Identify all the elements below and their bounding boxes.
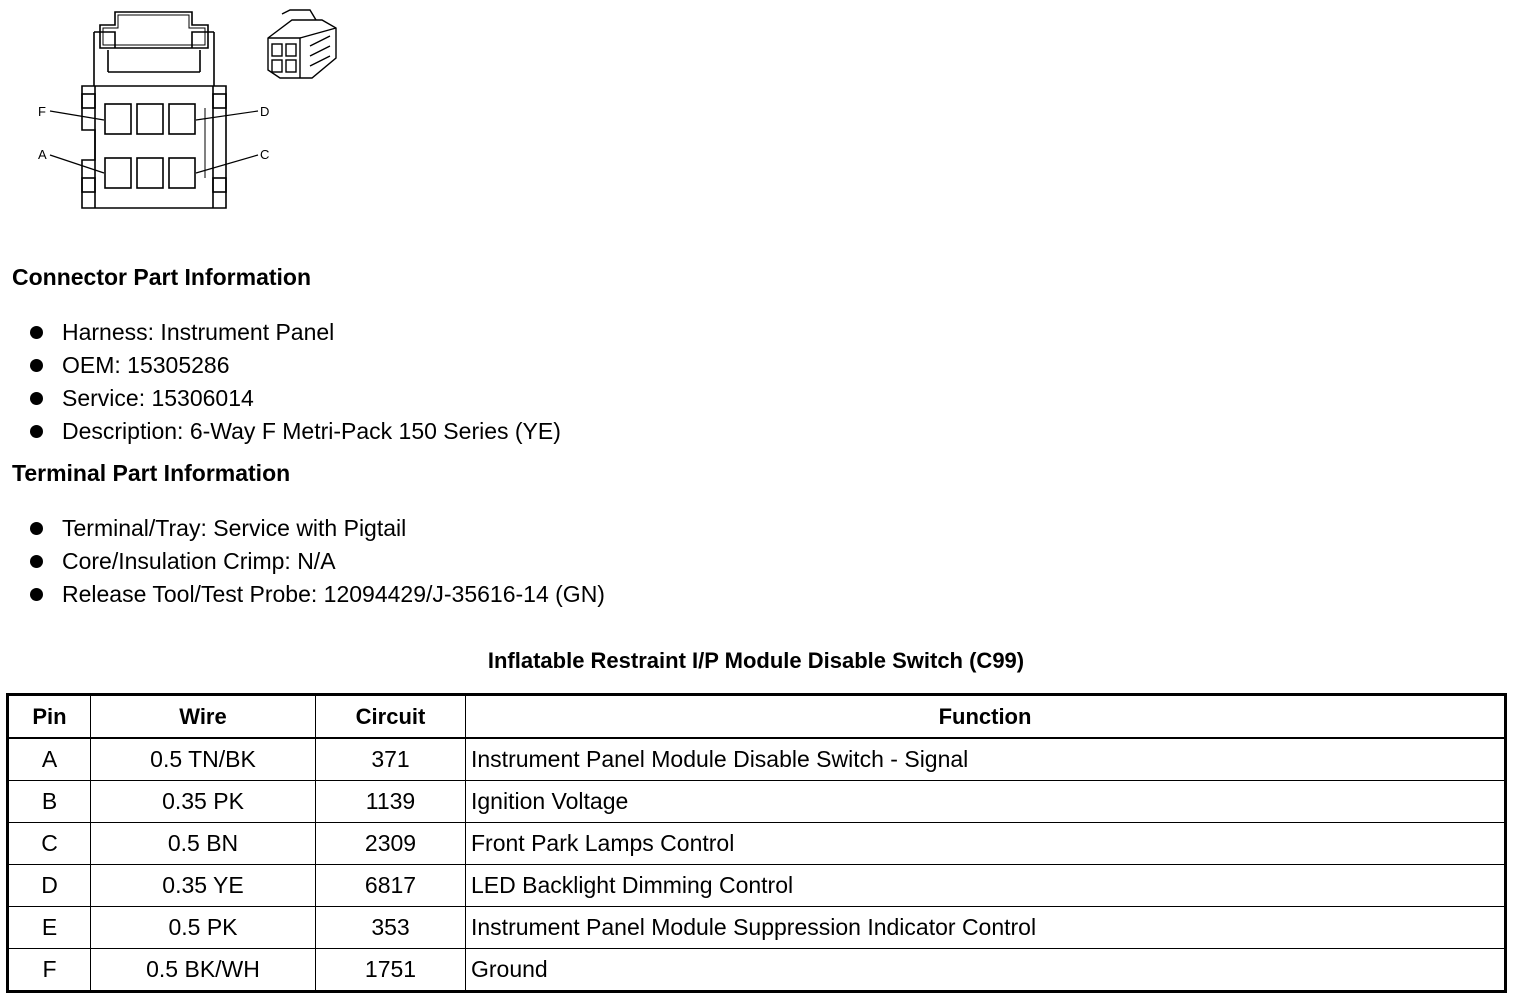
pin-label-c: C [260,147,270,162]
wire-cell: 0.5 TN/BK [91,738,316,781]
bullet-icon [30,392,43,405]
circuit-cell: 353 [316,907,466,949]
connector-info-list [28,316,561,448]
function-cell: Ground [466,949,1506,992]
pin-cell: B [8,781,91,823]
column-header-function: Function [466,695,1506,739]
crimp-text: Core/Insulation Crimp: N/A [62,548,336,574]
circuit-cell: 1751 [316,949,466,992]
oem-text: OEM: 15305286 [62,352,230,378]
pin-cell: E [8,907,91,949]
list-item [28,415,561,448]
release-tool-text: Release Tool/Test Probe: 12094429/J-35616-14 (GN) [62,581,605,607]
terminal-info-heading: Terminal Part Information [12,460,291,486]
list-item [28,382,561,415]
pin-cell: F [8,949,91,992]
harness-text: Harness: Instrument Panel [62,319,335,345]
table-row [8,907,1506,949]
table-header-row [8,695,1506,739]
pin-cell: C [8,823,91,865]
column-header-circuit: Circuit [316,695,466,739]
bullet-icon [30,359,43,372]
function-cell: LED Backlight Dimming Control [466,865,1506,907]
bullet-icon [30,555,43,568]
circuit-cell: 6817 [316,865,466,907]
list-item [28,512,605,545]
function-cell: Instrument Panel Module Suppression Indicator Control [466,907,1506,949]
function-cell: Ignition Voltage [466,781,1506,823]
connector-info-heading: Connector Part Information [12,264,312,290]
function-cell: Front Park Lamps Control [466,823,1506,865]
bullet-icon [30,425,43,438]
pin-label-d: D [260,104,270,119]
wire-cell: 0.5 PK [91,907,316,949]
wire-cell: 0.35 PK [91,781,316,823]
pin-cell: D [8,865,91,907]
pin-cell: A [8,738,91,781]
service-text: Service: 15306014 [62,385,254,411]
wire-cell: 0.5 BK/WH [91,949,316,992]
bullet-icon [30,588,43,601]
terminal-tray-text: Terminal/Tray: Service with Pigtail [62,515,407,541]
bullet-icon [30,326,43,339]
function-cell: Instrument Panel Module Disable Switch - Signal [466,738,1506,781]
list-item [28,545,605,578]
list-item [28,349,561,382]
description-text: Description: 6-Way F Metri-Pack 150 Series (YE) [62,418,561,444]
connector-isometric-icon [268,10,336,78]
circuit-cell: 371 [316,738,466,781]
bullet-icon [30,522,43,535]
pin-label-a: A [38,147,47,162]
wire-cell: 0.5 BN [91,823,316,865]
column-header-pin: Pin [8,695,91,739]
table-row [8,823,1506,865]
table-title: Inflatable Restraint I/P Module Disable Switch (C99) [487,648,1025,673]
pinout-table [6,693,1507,993]
table-row [8,949,1506,992]
wire-cell: 0.35 YE [91,865,316,907]
table-row [8,738,1506,781]
column-header-wire: Wire [91,695,316,739]
list-item [28,316,561,349]
pin-label-f: F [38,104,46,119]
table-row [8,781,1506,823]
terminal-info-list [28,512,605,611]
list-item [28,578,605,611]
connector-face-diagram [30,4,350,224]
table-row [8,865,1506,907]
circuit-cell: 2309 [316,823,466,865]
circuit-cell: 1139 [316,781,466,823]
